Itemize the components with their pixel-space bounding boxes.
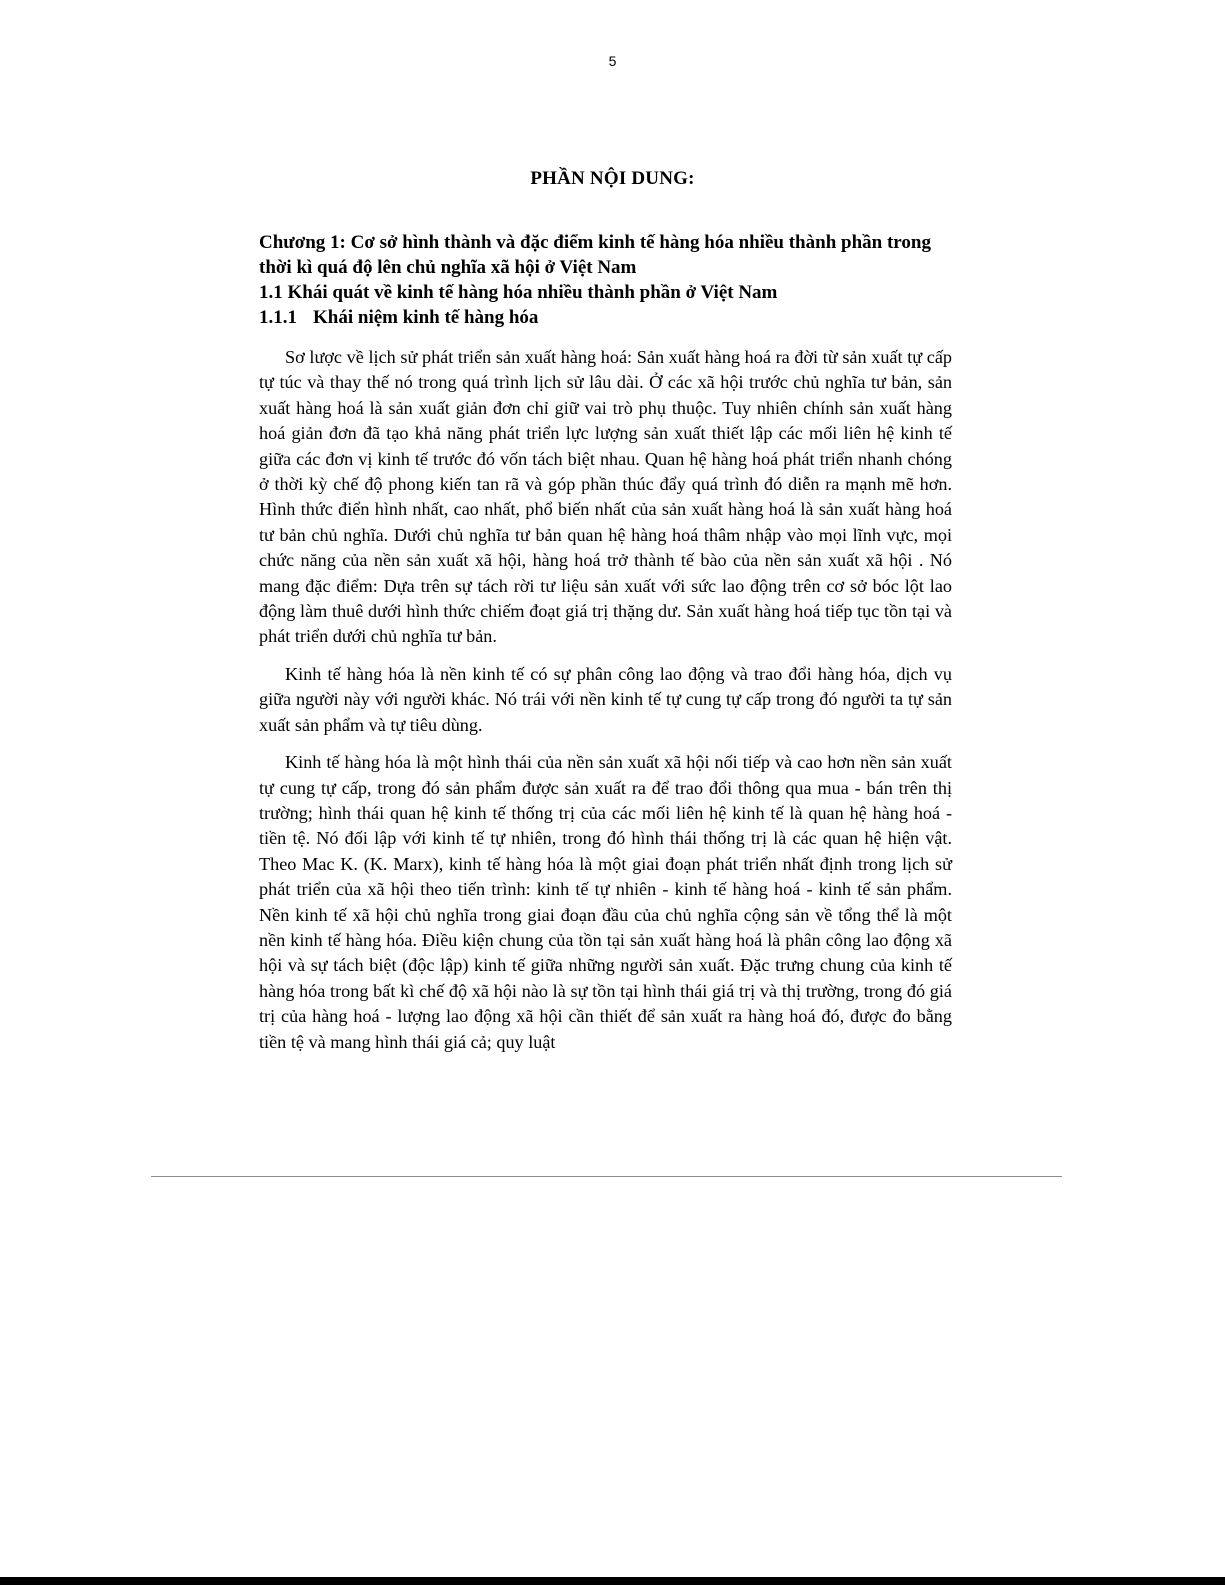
- subsection-number: 1.1.1: [259, 307, 297, 328]
- paragraph-form: Kinh tế hàng hóa là một hình thái của nền sản xuất xã hội nối tiếp và cao hơn nền sản xuất tự cung tự cấp, trong đó sản phẩm được sản xuất ra để trao đổi thông qua mua - bán trên thị trường; hình thái quan hệ kinh tế thống trị của các mối liên hệ kinh tế là quan hệ hàng hoá - tiền tệ. Nó đối lập với kinh tế tự nhiên, trong đó hình thái thống trị là các quan hệ hiện vật. Theo Mac K. (K. Marx), kinh tế hàng hóa là một giai đoạn phát triển nhất định trong lịch sử phát triển của xã hội theo tiến trình: kinh tế tự nhiên - kinh tế hàng hoá - kinh tế sản phẩm. Nền kinh tế xã hội chủ nghĩa trong giai đoạn đầu của chủ nghĩa cộng sản về tổng thể là một nền kinh tế hàng hóa. Điều kiện chung của tồn tại sản xuất hàng hoá là phân công lao động xã hội và sự tách biệt (độc lập) kinh tế giữa những người sản xuất. Đặc trưng chung của kinh tế hàng hóa trong bất kì chế độ xã hội nào là sự tồn tại hình thái giá trị và thị trường, trong đó giá trị của hàng hoá - lượng lao động xã hội cần thiết để sản xuất ra hàng hoá đó, được đo bằng tiền tệ và mang hình thái giá cả; quy luật: [259, 752, 952, 1052]
- paragraph-definition: Kinh tế hàng hóa là nền kinh tế có sự phân công lao động và trao đổi hàng hóa, dịch vụ giữa người này với người khác. Nó trái với nền kinh tế tự cung tự cấp trong đó người ta tự sản xuất sản phẩm và tự tiêu dùng.: [259, 663, 952, 735]
- paragraph-history: Sơ lược về lịch sử phát triển sản xuất hàng hoá: Sản xuất hàng hoá ra đời từ sản xuất tự cấp tự túc và thay thế nó trong quá trình lịch sử lâu dài. Ở các xã hội trước chủ nghĩa tư bản, sản xuất hàng hoá là sản xuất giản đơn chỉ giữ vai trò phụ thuộc. Tuy nhiên chính sản xuất hàng hoá giản đơn đã tạo khả năng phát triển lực lượng sản xuất thiết lập các mối liên hệ kinh tế giữa các đơn vị kinh tế trước đó vốn tách biệt nhau. Quan hệ hàng hoá phát triển nhanh chóng ở thời kỳ chế độ phong kiến tan rã và góp phần thúc đẩy quá trình đó diễn ra mạnh mẽ hơn. Hình thức điển hình nhất, cao nhất, phổ biến nhất của sản xuất hàng hoá là sản xuất hàng hoá tư bản chủ nghĩa. Dưới chủ nghĩa tư bản quan hệ hàng hoá thâm nhập vào mọi lĩnh vực, mọi chức năng của nền sản xuất xã hội, hàng hoá trở thành tế bào của nền sản xuất xã hội . Nó mang đặc điểm: Dựa trên sự tách rời tư liệu sản xuất với sức lao động trên cơ sở bóc lột lao động làm thuê dưới hình thức chiếm đoạt giá trị thặng dư. Sản xuất hàng hoá tiếp tục tồn tại và phát triển dưới chủ nghĩa tư bản.: [259, 347, 952, 647]
- chapter-heading: Chương 1: Cơ sở hình thành và đặc điểm kinh tế hàng hóa nhiều thành phần trong thời kì quá độ lên chủ nghĩa xã hội ở Việt Nam: [259, 232, 931, 278]
- bottom-border-bar: [0, 1577, 1225, 1585]
- subsection-title: Khái niệm kinh tế hàng hóa: [313, 307, 539, 328]
- page-break-rule: [151, 1176, 1062, 1177]
- subsection-heading: [259, 305, 959, 330]
- page-number: 5: [608, 53, 617, 69]
- body-text: [259, 345, 952, 1055]
- section-heading: 1.1 Khái quát về kinh tế hàng hóa nhiều thành phần ở Việt Nam: [259, 282, 778, 303]
- section-title: PHẦN NỘI DUNG:: [530, 168, 695, 189]
- headings-block: [259, 230, 959, 330]
